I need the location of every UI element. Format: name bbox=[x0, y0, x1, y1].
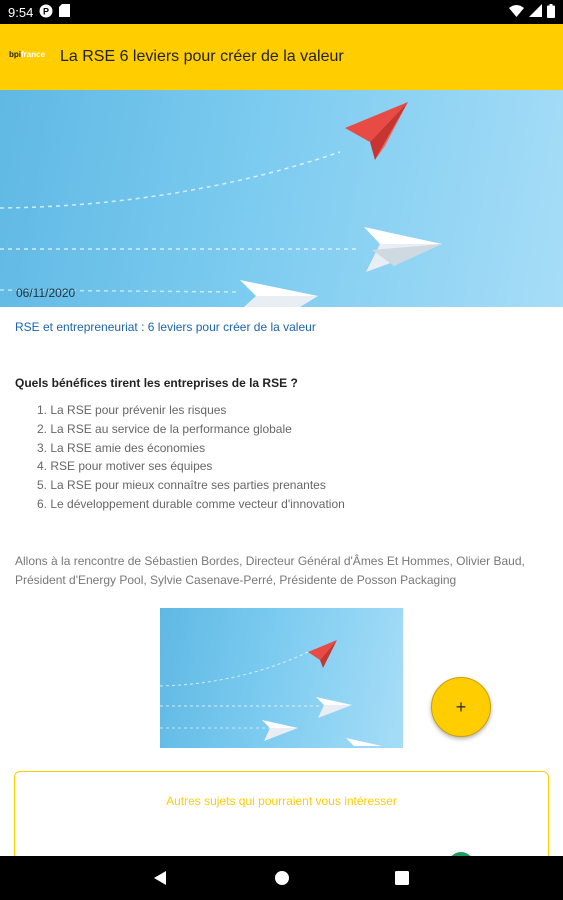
back-nav-button[interactable] bbox=[150, 868, 170, 888]
app-bar bbox=[0, 24, 563, 90]
article-subtitle[interactable]: RSE et entrepreneuriat : 6 leviers pour créer de la valeur bbox=[15, 320, 316, 334]
article-paragraph: Allons à la rencontre de Sébastien Bordes, Directeur Général d'Âmes Et Hommes, Olivier Baud, Président d'Energy Pool, Sylvie Casenave-Perré, Présidente de Posson Packaging bbox=[15, 554, 525, 587]
paper-planes-illustration bbox=[0, 90, 563, 307]
list-item: 5. La RSE pour mieux connaître ses parties prenantes bbox=[37, 478, 326, 493]
add-button[interactable] bbox=[431, 677, 491, 737]
home-circle-icon bbox=[274, 870, 290, 886]
list-item: 4. RSE pour motiver ses équipes bbox=[37, 459, 213, 474]
related-topics-title: Autres sujets qui pourraient vous intéresser bbox=[166, 794, 397, 808]
back-triangle-icon bbox=[153, 870, 167, 886]
article-question: Quels bénéfices tirent les entreprises de la RSE ? bbox=[15, 376, 298, 390]
paper-planes-thumbnail bbox=[160, 608, 403, 748]
recents-nav-button[interactable] bbox=[392, 868, 412, 888]
home-nav-button[interactable] bbox=[272, 868, 292, 888]
status-bar bbox=[0, 0, 563, 24]
status-time: 9:54 bbox=[8, 4, 34, 20]
benefits-list bbox=[37, 403, 345, 516]
recents-square-icon bbox=[395, 871, 409, 885]
p-badge-icon bbox=[39, 4, 53, 21]
article-thumbnail[interactable] bbox=[160, 608, 403, 748]
hero-image bbox=[0, 90, 563, 307]
plus-icon: + bbox=[455, 696, 467, 717]
list-item: 2. La RSE au service de la performance globale bbox=[37, 421, 292, 436]
signal-icon bbox=[529, 4, 542, 20]
list-item: 6. Le développement durable comme vecteur d'innovation bbox=[37, 496, 345, 511]
article-date: 06/11/2020 bbox=[16, 286, 76, 300]
list-item: 3. La RSE amie des économies bbox=[37, 440, 206, 455]
sd-card-icon bbox=[59, 4, 70, 20]
list-item: 1. La RSE pour prévenir les risques bbox=[37, 403, 227, 417]
bpifrance-logo: bpifrance bbox=[9, 50, 46, 59]
navigation-bar bbox=[0, 856, 563, 900]
battery-icon bbox=[547, 4, 555, 21]
wifi-icon bbox=[509, 5, 524, 20]
page-title: La RSE 6 leviers pour créer de la valeur bbox=[60, 48, 344, 65]
svg-text:P: P bbox=[43, 6, 50, 16]
